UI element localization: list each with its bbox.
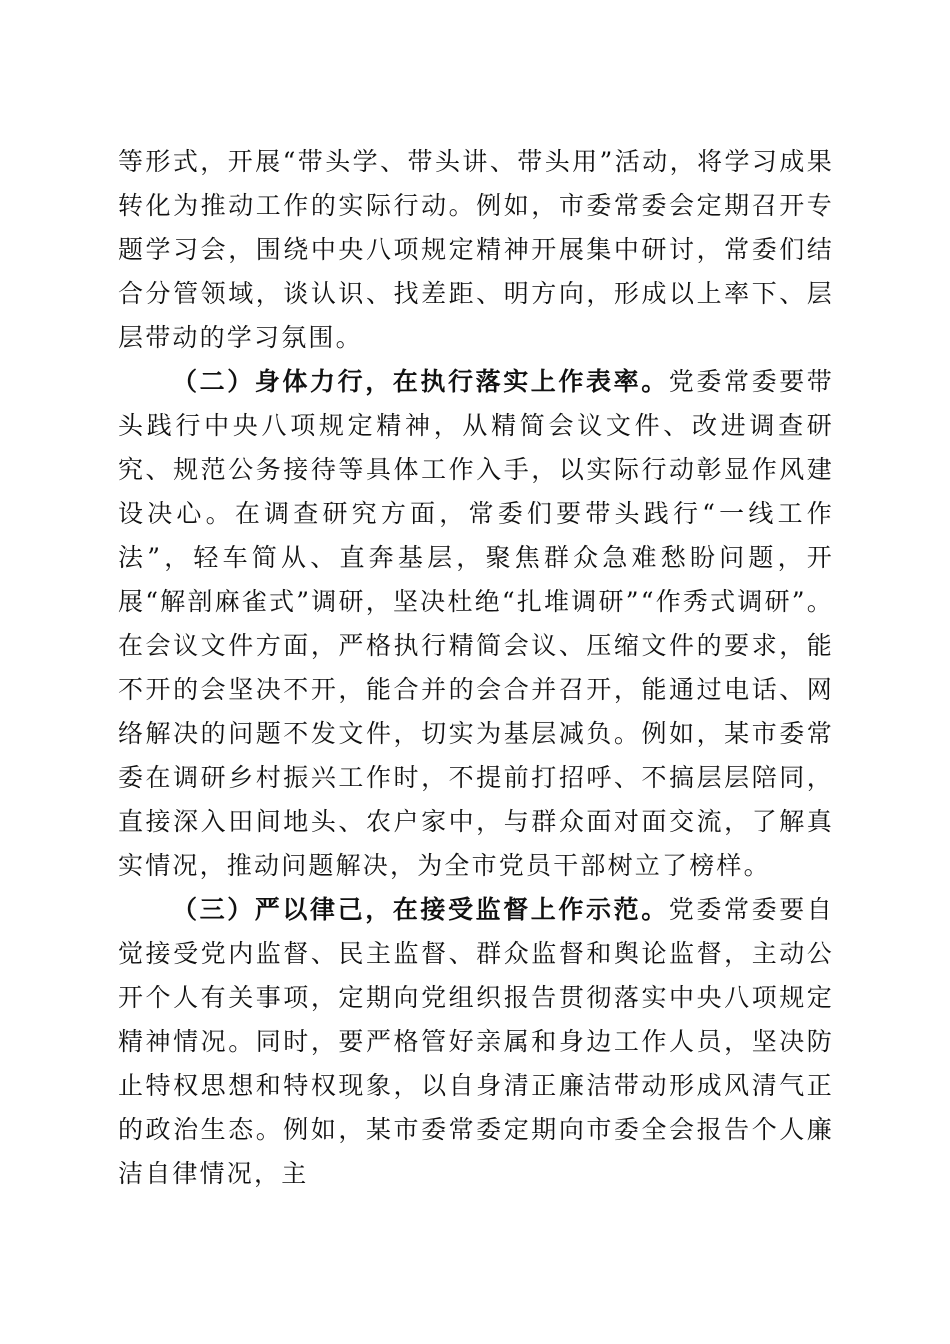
paragraph-3-body: 党委常委要自觉接受党内监督、民主监督、群众监督和舆论监督，主动公开个人有关事项，定期向党组织报告贯彻落实中央八项规定精神情况。同时，要严格管好亲属和身边工作人员，坚决防止特权思想和特权现象，以自身清正廉洁带动形成风清气正的政治生态。例如，某市委常委定期向市委全会报告个人廉洁自律情况，主	[118, 895, 834, 1188]
paragraph-2-body: 党委常委要带头践行中央八项规定精神，从精简会议文件、改进调查研究、规范公务接待等具体工作入手，以实际行动彰显作风建设决心。在调查研究方面，常委们要带头践行“一线工作法”，轻车简从、直奔基层，聚焦群众急难愁盼问题，开展“解剖麻雀式”调研，坚决杜绝“扎堆调研”“作秀式调研”。在会议文件方面，严格执行精简会议、压缩文件的要求，能不开的会坚决不开，能合并的会合并召开，能通过电话、网络解决的问题不发文件，切实为基层减负。例如，某市委常委在调研乡村振兴工作时，不提前打招呼、不搞层层陪同，直接深入田间地头、农户家中，与群众面对面交流，了解真实情况，推动问题解决，为全市党员干部树立了榜样。	[118, 367, 834, 880]
paragraph-section-2	[118, 360, 834, 888]
paragraph-1-body: 等形式，开展“带头学、带头讲、带头用”活动，将学习成果转化为推动工作的实际行动。例如，市委常委会定期召开专题学习会，围绕中央八项规定精神开展集中研讨，常委们结合分管领域，谈认识、找差距、明方向，形成以上率下、层层带动的学习氛围。	[118, 147, 834, 352]
document-body	[118, 140, 834, 1196]
section-2-heading: （二）身体力行，在执行落实上作表率。	[172, 367, 669, 396]
section-3-heading: （三）严以律己，在接受监督上作示范。	[172, 895, 669, 924]
paragraph-section-3	[118, 888, 834, 1196]
paragraph-continuation	[118, 140, 834, 360]
